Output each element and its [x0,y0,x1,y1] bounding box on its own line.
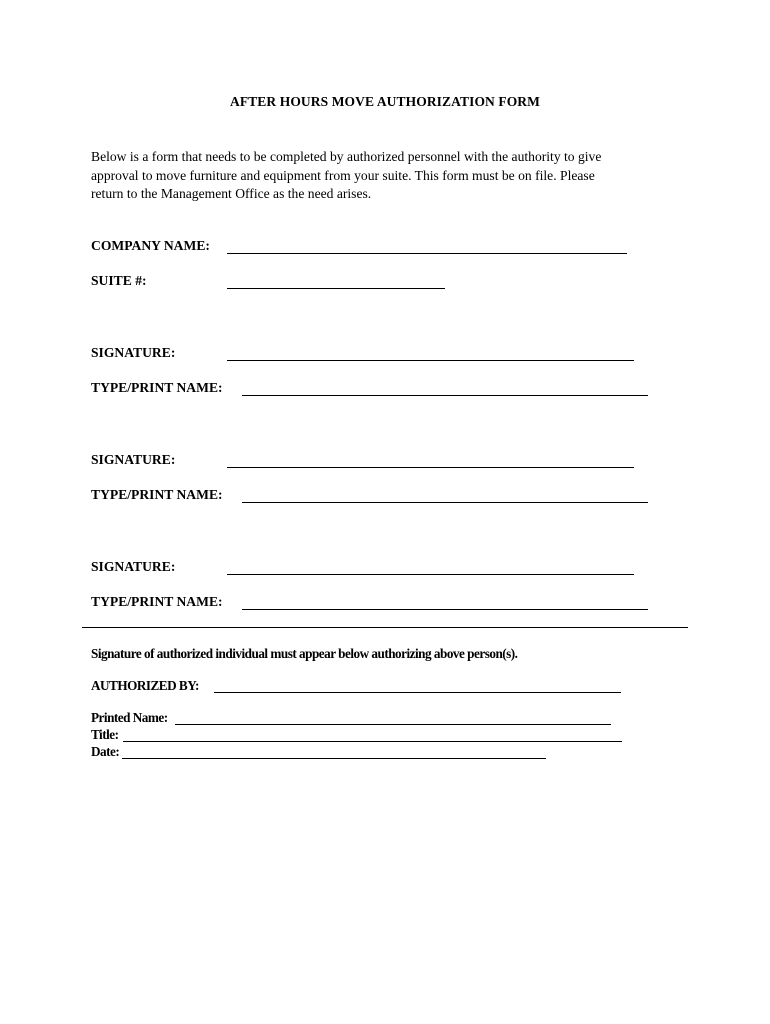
authorized-by-label: AUTHORIZED BY: [91,678,199,693]
date-field[interactable] [122,742,546,759]
signature-label: SIGNATURE: [91,345,176,360]
print-name-field-2[interactable] [242,485,648,503]
signature-label: SIGNATURE: [91,452,176,467]
suite-label: SUITE #: [91,273,147,288]
printed-name-field[interactable] [175,708,611,725]
intro-line: Below is a form that needs to be completed by authorized personnel with the authority to give [91,149,602,164]
intro-line: return to the Management Office as the need arises. [91,186,372,201]
signature-field-2[interactable] [227,450,634,468]
signature-field-1[interactable] [227,343,634,361]
signature-field-3[interactable] [227,557,634,575]
signature-label: SIGNATURE: [91,559,176,574]
company-name-field[interactable] [227,236,627,254]
printed-name-label: Printed Name: [91,710,168,725]
section-divider [82,627,688,628]
intro-line: approval to move furniture and equipment from your suite. This form must be on file. Please [91,167,595,183]
print-name-label: TYPE/PRINT NAME: [91,380,223,395]
print-name-field-3[interactable] [242,592,648,610]
intro-paragraph [91,148,671,204]
print-name-label: TYPE/PRINT NAME: [91,487,223,502]
print-name-field-1[interactable] [242,378,648,396]
company-name-label: COMPANY NAME: [91,238,210,253]
authorization-note: Signature of authorized individual must appear below authorizing above person(s). [91,646,518,661]
title-field[interactable] [123,725,622,742]
authorized-by-field[interactable] [214,676,621,693]
print-name-label: TYPE/PRINT NAME: [91,594,223,609]
form-title: AFTER HOURS MOVE AUTHORIZATION FORM [229,94,541,109]
suite-field[interactable] [227,271,445,289]
title-label: Title: [91,727,119,742]
date-label: Date: [91,744,120,759]
